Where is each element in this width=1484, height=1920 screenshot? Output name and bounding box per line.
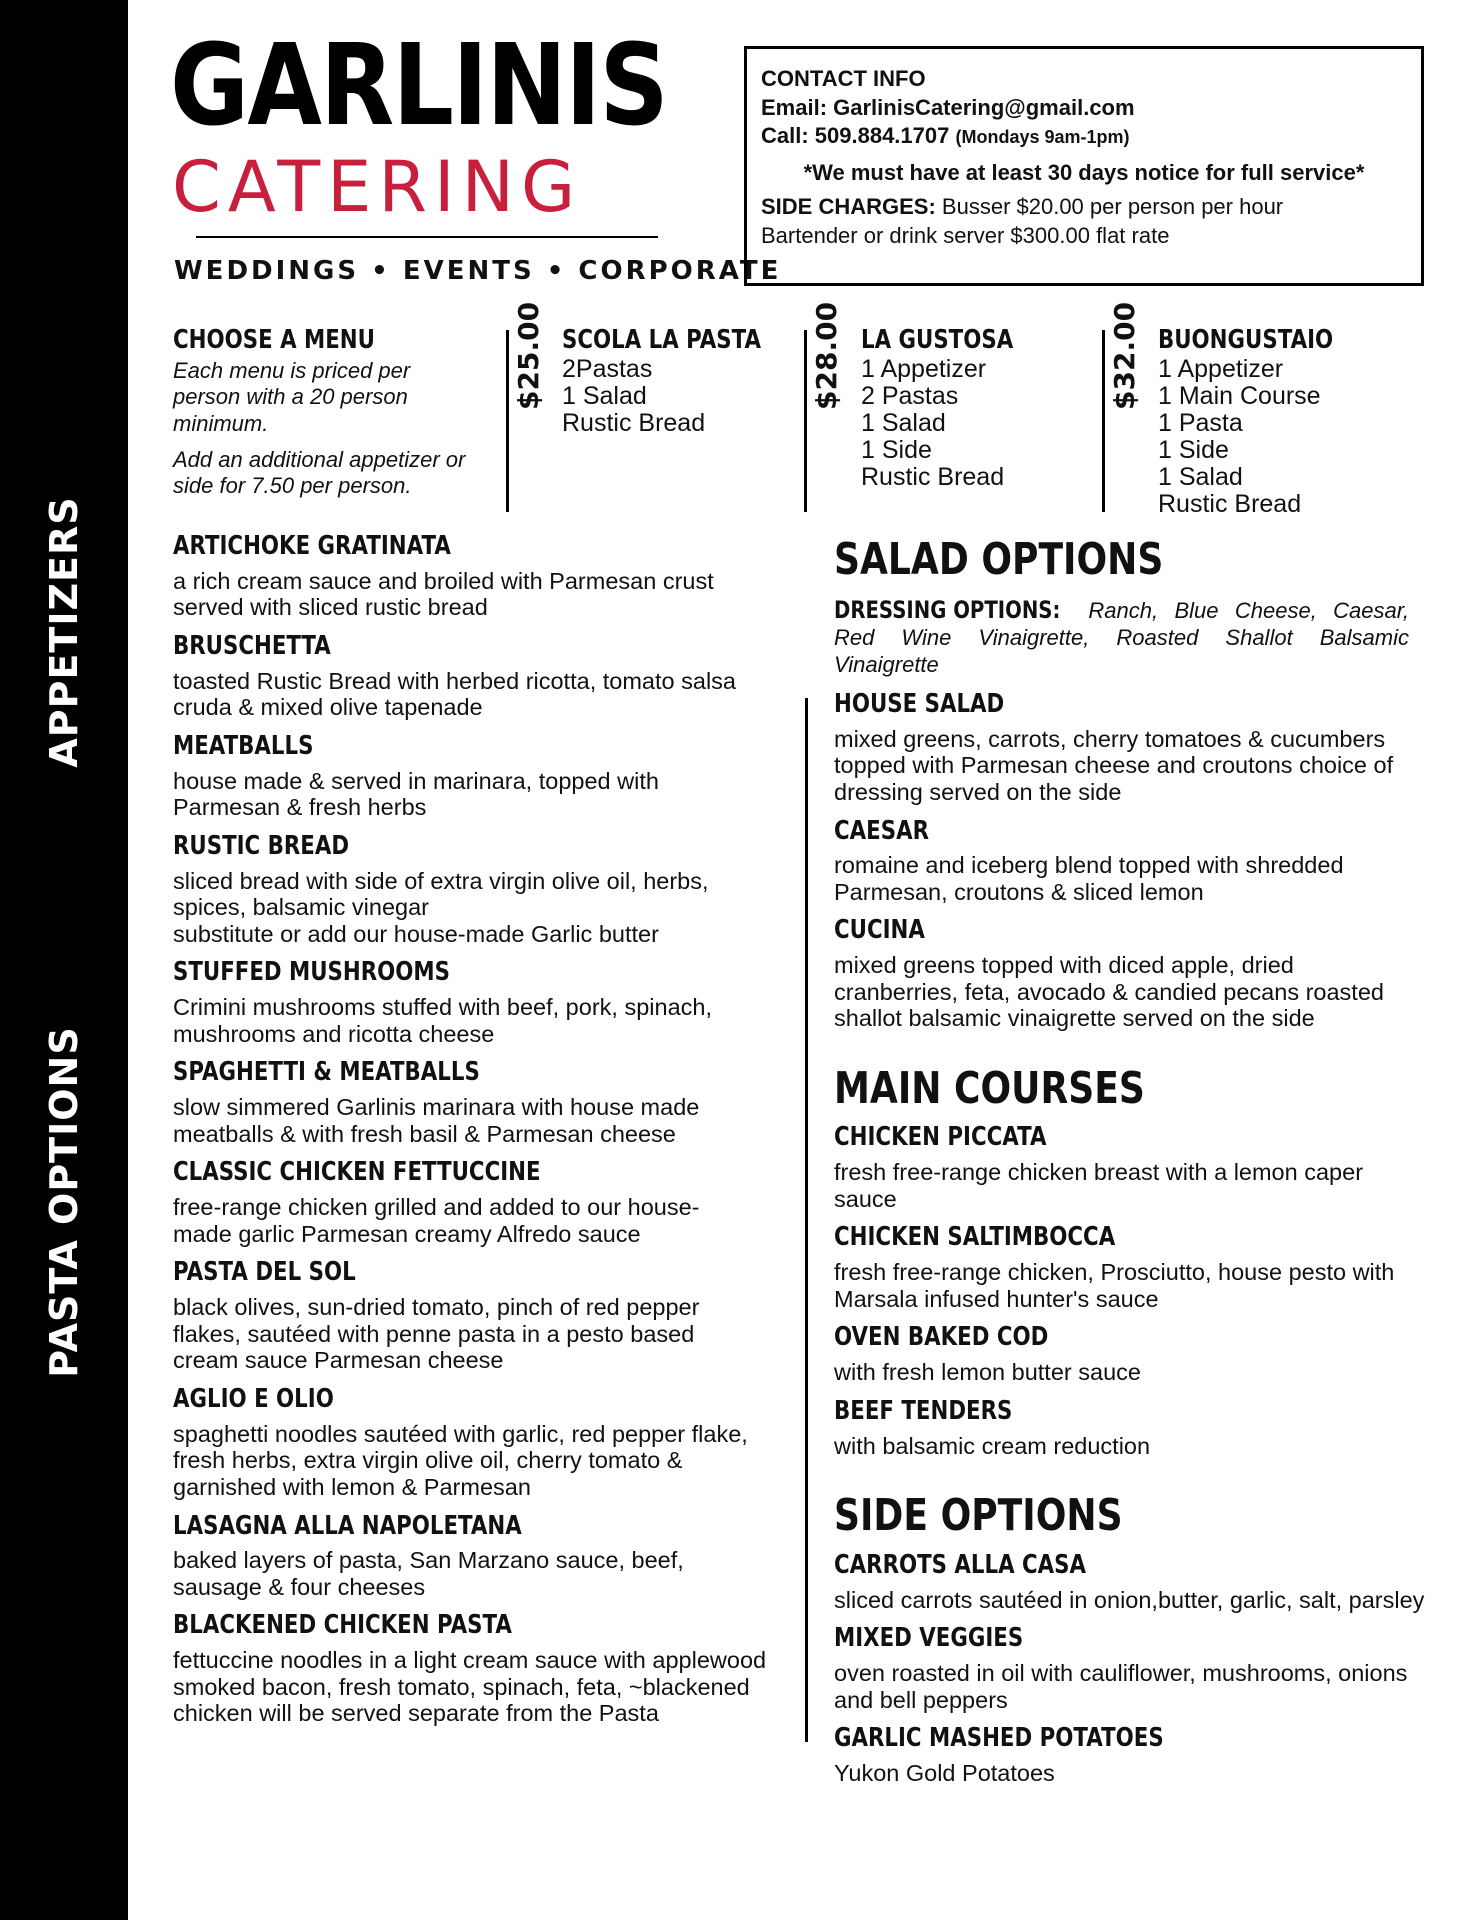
menu-package-item: 1 Appetizer xyxy=(861,354,987,383)
main-item xyxy=(834,1123,1434,1212)
dressing-label: DRESSING OPTIONS: xyxy=(834,596,1061,625)
side-desc: sliced carrots sautéed in onion,butter, garlic, salt, parsley xyxy=(834,1586,1425,1613)
salad-item xyxy=(834,690,1434,806)
contact-notice: *We must have at least 30 days notice for full service* xyxy=(803,159,1365,185)
menu-package-item: 1 Main Course xyxy=(1158,381,1321,410)
appetizer-desc: Crimini mushrooms stuffed with beef, pork, spinach, mushrooms and ricotta cheese xyxy=(173,994,712,1047)
sidebar-label-appetizers: APPETIZERS xyxy=(42,496,86,768)
mains-section-title: MAIN COURSES xyxy=(834,1063,1145,1115)
pasta-name: LASAGNA ALLA NAPOLETANA xyxy=(173,1510,522,1541)
main-name: OVEN BAKED COD xyxy=(834,1322,1049,1353)
menu-package-item: 1 Salad xyxy=(562,381,647,410)
side-name: CARROTS ALLA CASA xyxy=(834,1549,1087,1580)
choose-menu-addon: Add an additional appetizer or side for 7.50 per person. xyxy=(173,447,466,499)
appetizer-name: RUSTIC BREAD xyxy=(173,830,350,861)
choose-menu-note: Each menu is priced per person with a 20 person minimum. xyxy=(173,357,411,436)
brand-divider xyxy=(196,236,658,238)
appetizer-item xyxy=(173,532,773,621)
appetizer-desc: house made & served in marinara, topped with Parmesan & fresh herbs xyxy=(173,767,659,821)
main-desc: with balsamic cream reduction xyxy=(834,1432,1151,1459)
pasta-name: SPAGHETTI & MEATBALLS xyxy=(173,1057,480,1088)
salad-item xyxy=(834,817,1434,906)
side-charges-busser: Busser $20.00 per person per hour xyxy=(941,194,1284,220)
side-name: MIXED VEGGIES xyxy=(834,1623,1024,1654)
sides-section-title: SIDE OPTIONS xyxy=(834,1490,1123,1542)
appetizer-name: MEATBALLS xyxy=(173,730,314,761)
side-charges xyxy=(761,193,1407,222)
pasta-item xyxy=(173,1258,773,1374)
pasta-desc: free-range chicken grilled and added to our house-made garlic Parmesan creamy Alfredo sauce xyxy=(173,1194,700,1247)
side-item xyxy=(834,1724,1434,1786)
menu-package-name: LA GUSTOSA xyxy=(861,325,1014,355)
pasta-desc: spaghetti noodles sautéed with garlic, red pepper flake, fresh herbs, extra virgin olive oil, cherry tomato & garnished with lemon & Parmesan xyxy=(173,1420,748,1500)
salad-name: HOUSE SALAD xyxy=(834,688,1005,719)
main-name: BEEF TENDERS xyxy=(834,1395,1013,1426)
appetizer-item xyxy=(173,732,773,821)
salad-desc: romaine and iceberg blend topped with shredded Parmesan, croutons & sliced lemon xyxy=(834,852,1344,905)
contact-title: CONTACT INFO xyxy=(761,66,926,91)
contact-call[interactable]: Call: 509.884.1707 xyxy=(761,123,950,149)
appetizer-name: ARTICHOKE GRATINATA xyxy=(173,531,451,561)
sidebar xyxy=(0,0,128,1920)
menu-package-item: 1 Side xyxy=(861,435,932,464)
salad-name: CAESAR xyxy=(834,815,929,846)
contact-hours: (Mondays 9am-1pm) xyxy=(955,127,1130,148)
menu-package-item: 2Pastas xyxy=(562,354,653,383)
sidebar-label-pasta: PASTA OPTIONS xyxy=(42,1026,86,1378)
menu-price: $28.00 xyxy=(810,301,843,410)
side-item xyxy=(834,1624,1434,1713)
menu-package-item: 2 Pastas xyxy=(861,381,959,410)
menu-package xyxy=(861,326,1047,491)
menu-price: $25.00 xyxy=(512,301,545,410)
pasta-name: BLACKENED CHICKEN PASTA xyxy=(173,1610,512,1641)
appetizer-item xyxy=(173,632,773,721)
menu-package-item: 1 Appetizer xyxy=(1158,354,1284,383)
right-column xyxy=(834,536,1434,1798)
main-desc: with fresh lemon butter sauce xyxy=(834,1359,1141,1386)
menu-package xyxy=(562,326,805,437)
salad-section-title: SALAD OPTIONS xyxy=(834,534,1164,585)
appetizer-name: STUFFED MUSHROOMS xyxy=(173,957,450,988)
main-item xyxy=(834,1223,1434,1312)
menu-package-item: 1 Pasta xyxy=(1158,408,1243,437)
menu-package-name: SCOLA LA PASTA xyxy=(562,325,762,355)
pasta-item xyxy=(173,1385,773,1501)
menu-package xyxy=(1158,326,1372,518)
choose-menu-title: CHOOSE A MENU xyxy=(173,325,375,355)
menu-divider xyxy=(506,330,509,512)
menu-package-name: BUONGUSTAIO xyxy=(1158,325,1334,355)
contact-box xyxy=(744,46,1424,286)
salad-desc: mixed greens topped with diced apple, dried cranberries, feta, avocado & candied pecans roasted shallot balsamic vinaigrette served on the side xyxy=(834,952,1384,1032)
side-charges-label: SIDE CHARGES: xyxy=(761,194,936,220)
menu-divider xyxy=(804,330,807,512)
contact-email[interactable]: Email: GarlinisCatering@gmail.com xyxy=(761,94,1135,120)
dressing-list: Ranch, Blue Cheese, Caesar, Red Wine Vinaigrette, Roasted Shallot Balsamic Vinaigrette xyxy=(834,598,1409,677)
menu-package-item: 1 Salad xyxy=(861,408,946,437)
dressing-options xyxy=(834,596,1409,678)
side-desc: oven roasted in oil with cauliflower, mushrooms, onions and bell peppers xyxy=(834,1659,1408,1713)
appetizer-name: BRUSCHETTA xyxy=(173,630,331,661)
pasta-name: CLASSIC CHICKEN FETTUCCINE xyxy=(173,1157,541,1188)
side-item xyxy=(834,1551,1434,1613)
menu-package-item: Rustic Bread xyxy=(562,408,706,437)
main-name: CHICKEN SALTIMBOCCA xyxy=(834,1222,1116,1253)
pasta-desc: baked layers of pasta, San Marzano sauce, beef, sausage & four cheeses xyxy=(173,1547,684,1600)
appetizer-desc: a rich cream sauce and broiled with Parmesan crust served with sliced rustic bread xyxy=(173,567,714,621)
pasta-item xyxy=(173,1158,773,1247)
menu-package-item: Rustic Bread xyxy=(861,462,1005,491)
pasta-item xyxy=(173,1058,773,1147)
left-column xyxy=(173,532,773,1738)
pasta-item xyxy=(173,1611,773,1727)
appetizer-desc: toasted Rustic Bread with herbed ricotta, tomato salsa cruda & mixed olive tapenade xyxy=(173,667,736,721)
appetizer-desc-extra: substitute or add our house-made Garlic butter xyxy=(173,920,659,947)
salad-name: CUCINA xyxy=(834,915,925,946)
pasta-name: PASTA DEL SOL xyxy=(173,1257,356,1288)
pasta-desc: black olives, sun-dried tomato, pinch of red pepper flakes, sautéed with penne pasta in a pesto based cream sauce Parmesan cheese xyxy=(173,1294,700,1374)
main-item xyxy=(834,1323,1434,1385)
brand-name: GARLINIS xyxy=(170,21,668,151)
menu-package-item: 1 Side xyxy=(1158,435,1229,464)
menu-package-item: Rustic Bread xyxy=(1158,489,1302,518)
main-desc: fresh free-range chicken breast with a lemon caper sauce xyxy=(834,1159,1364,1212)
menu-divider xyxy=(1102,330,1105,512)
salad-desc: mixed greens, carrots, cherry tomatoes & cucumbers topped with Parmesan cheese and croutons choice of dressing served on the side xyxy=(834,725,1394,805)
main-item xyxy=(834,1397,1434,1459)
appetizer-item xyxy=(173,958,773,1047)
salad-item xyxy=(834,916,1434,1032)
pasta-desc: slow simmered Garlinis marinara with house made meatballs & with fresh basil & Parmesan cheese xyxy=(173,1094,700,1147)
side-charges-bartender: Bartender or drink server $300.00 flat rate xyxy=(761,222,1170,248)
menu-package-item: 1 Salad xyxy=(1158,462,1243,491)
pasta-item xyxy=(173,1512,773,1601)
pasta-name: AGLIO E OLIO xyxy=(173,1383,334,1414)
main-name: CHICKEN PICCATA xyxy=(834,1122,1047,1153)
pasta-desc: fettuccine noodles in a light cream sauce with applewood smoked bacon, fresh tomato, spinach, feta, ~blackened chicken will be served separate from the Pasta xyxy=(173,1647,767,1727)
contact-phone xyxy=(761,122,1407,151)
right-column-divider xyxy=(805,698,808,1742)
brand-subtitle: CATERING xyxy=(172,146,583,228)
main-desc: fresh free-range chicken, Prosciutto, house pesto with Marsala infused hunter's sauce xyxy=(834,1259,1395,1312)
appetizer-item xyxy=(173,832,773,948)
side-desc: Yukon Gold Potatoes xyxy=(834,1759,1055,1786)
menu-price: $32.00 xyxy=(1108,301,1141,410)
appetizer-desc: sliced bread with side of extra virgin olive oil, herbs, spices, balsamic vinegar xyxy=(173,867,709,921)
side-name: GARLIC MASHED POTATOES xyxy=(834,1723,1164,1754)
choose-menu xyxy=(173,326,493,500)
brand-tagline: WEDDINGS • EVENTS • CORPORATE xyxy=(174,256,782,286)
